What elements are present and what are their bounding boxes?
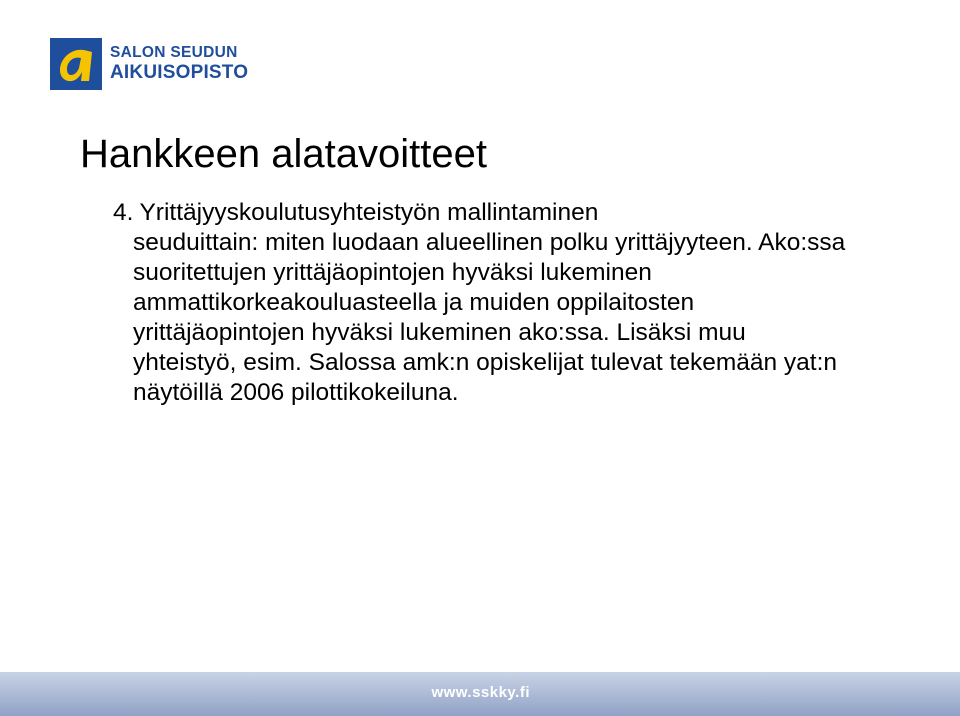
item-continuation: seuduittain: miten luodaan alueellinen polku yrittäjyyteen. Ako:ssa suoritettujen yrittäjäopintojen hyväksi lukeminen ammattikorkeakouluasteella ja muiden oppilaitosten yrittäjäopintojen hyväksi lukeminen ako:ssa. Lisäksi muu yhteistyö, esim. Salossa amk:n opiskelijat tulevat tekemään yat:n näytöillä 2006 pilottikokeiluna. (133, 229, 846, 406)
logo-wordmark (110, 44, 248, 84)
footer-url: www.sskky.fi (431, 684, 530, 701)
item-number: 4. (113, 199, 134, 226)
logo-line-2: AIKUISOPISTO (110, 62, 249, 83)
organization-logo (50, 38, 260, 90)
item-first-line: Yrittäjyyskoulutusyhteistyön mallintaminen (139, 199, 599, 226)
logo-line-1: SALON SEUDUN (110, 44, 238, 61)
slide-title: Hankkeen alatavoitteet (80, 132, 487, 176)
slide-body (113, 198, 853, 408)
footer-bar (0, 672, 960, 716)
letter-a-logo-icon (50, 38, 102, 90)
